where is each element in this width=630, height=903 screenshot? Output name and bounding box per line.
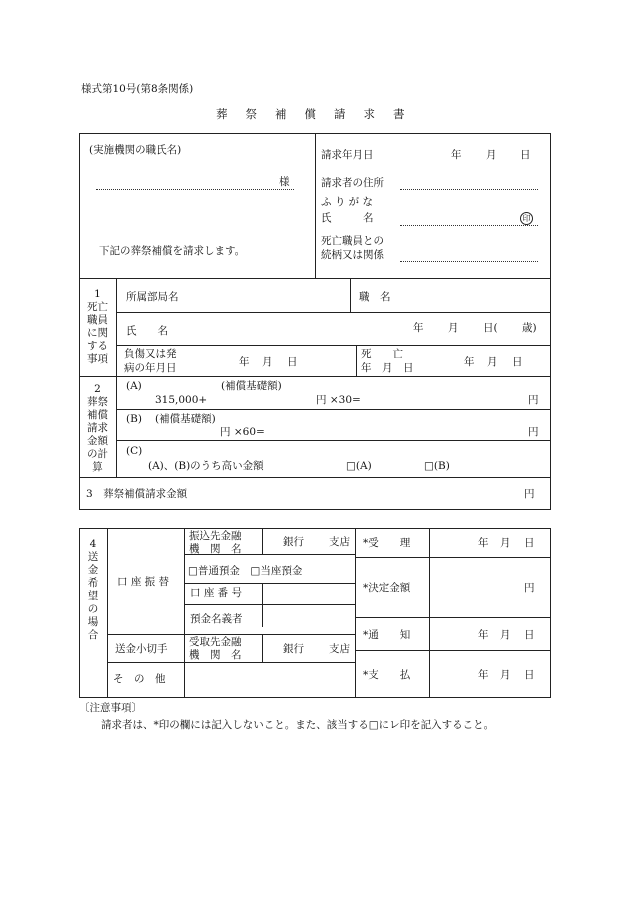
divider <box>116 440 551 441</box>
divider <box>262 634 263 662</box>
death-label-2: 年 月 日 <box>361 362 414 374</box>
sama-label: 様 <box>279 176 290 188</box>
decided-amount-label: *決定金額 <box>363 582 411 594</box>
relation-field[interactable] <box>400 261 538 262</box>
divider <box>116 312 551 313</box>
paid-label: *支 払 <box>363 669 411 681</box>
agency-name-field[interactable] <box>96 189 294 190</box>
section-4-label: 4 送 金 希 望 の 場 合 <box>87 538 99 641</box>
request-date-label: 請求年月日 <box>321 149 374 161</box>
calc-b-yen: 円 <box>528 426 539 438</box>
deceased-name-label: 氏 名 <box>126 325 168 337</box>
branch-unit: 支店 <box>329 536 350 548</box>
option-a-checkbox[interactable]: □(A) <box>346 460 372 472</box>
received-month: 月 <box>500 537 511 549</box>
calc-c-label: (C) <box>126 445 143 457</box>
calc-a-yen: 円 <box>528 394 539 406</box>
divider <box>355 617 551 618</box>
calc-a-amount: 315,000+ <box>155 394 208 406</box>
relation-label-2: 続柄又は関係 <box>321 249 384 261</box>
age-label: 歳) <box>522 322 537 334</box>
account-type-checkboxes[interactable]: □普通預金 □当座預金 <box>188 565 303 577</box>
injury-day: 日 <box>287 356 298 368</box>
injury-month: 月 <box>262 356 273 368</box>
injury-year: 年 <box>239 356 250 368</box>
requester-name-field[interactable] <box>400 225 538 226</box>
decided-yen: 円 <box>524 582 535 594</box>
bank-label-2: 機 関 名 <box>189 543 242 555</box>
divider <box>355 528 356 698</box>
request-text: 下記の葬祭補償を請求します。 <box>99 245 246 257</box>
injury-label-2: 病の年月日 <box>124 362 177 374</box>
calc-c-text: (A)、(B)のうち高い金額 <box>148 460 264 472</box>
year-label: 年 <box>451 149 462 161</box>
divider <box>315 133 316 278</box>
death-day: 日 <box>512 356 523 368</box>
paid-day: 日 <box>524 669 535 681</box>
received-label: *受 理 <box>363 537 411 549</box>
divider <box>262 583 263 627</box>
divider <box>116 278 117 477</box>
dept-label: 所属部局名 <box>126 291 179 303</box>
notified-day: 日 <box>524 629 535 641</box>
divider <box>184 583 355 584</box>
divider <box>429 528 430 698</box>
option-b-checkbox[interactable]: □(B) <box>424 460 450 472</box>
job-label: 職 名 <box>359 291 391 303</box>
divider <box>79 477 551 478</box>
furigana-label: ふ り が な <box>321 196 374 208</box>
death-year: 年 <box>464 356 475 368</box>
injury-label-1: 負傷又は発 <box>124 348 177 360</box>
recv-branch-unit: 支店 <box>329 643 350 655</box>
section-1-label: 1 死亡 職員 に関 する 事項 <box>87 288 108 365</box>
divider <box>116 345 551 346</box>
recv-bank-unit: 銀行 <box>283 643 304 655</box>
notified-year: 年 <box>478 629 489 641</box>
death-month: 月 <box>487 356 498 368</box>
calc-b-label: (B) <box>126 413 142 425</box>
notified-label: *通 知 <box>363 629 411 641</box>
divider <box>107 662 355 663</box>
calc-a-base-label: (補償基礎額) <box>221 380 282 392</box>
page-title: 葬祭補償請求書 <box>216 107 423 121</box>
address-field[interactable] <box>400 189 538 190</box>
seal-mark: 印 <box>520 212 533 225</box>
divider <box>107 634 355 635</box>
transfer-label: 口 座 振 替 <box>117 576 170 588</box>
recv-bank-label-2: 機 関 名 <box>189 649 242 661</box>
divider <box>350 278 351 312</box>
address-label: 請求者の住所 <box>321 177 384 189</box>
section-2-label: 2 葬祭 補償 請求 金額 の計 算 <box>87 383 108 473</box>
calc-b-base-label: (補償基礎額) <box>155 413 216 425</box>
bank-label-1: 振込先金融 <box>189 530 242 542</box>
paid-month: 月 <box>500 669 511 681</box>
birth-year: 年 <box>413 322 424 334</box>
divider <box>356 345 357 376</box>
form-number: 様式第10号(第8条関係) <box>81 83 194 95</box>
account-holder-label: 預金名義者 <box>190 613 243 625</box>
notified-month: 月 <box>500 629 511 641</box>
divider <box>79 376 551 377</box>
birth-day: 日( <box>483 322 498 334</box>
requester-name-label: 氏 名 <box>321 212 374 224</box>
relation-label-1: 死亡職員との <box>321 235 384 247</box>
death-label-1: 死 亡 <box>361 348 403 360</box>
notes-heading: 〔注意事項〕 <box>79 702 142 714</box>
divider <box>262 528 263 554</box>
divider <box>355 557 551 558</box>
day-label: 日 <box>520 149 531 161</box>
bank-unit: 銀行 <box>283 536 304 548</box>
birth-month: 月 <box>448 322 459 334</box>
other-label: そ の 他 <box>113 673 166 685</box>
paid-year: 年 <box>478 669 489 681</box>
received-day: 日 <box>524 537 535 549</box>
account-number-label: 口 座 番 号 <box>190 587 243 599</box>
notes-text: 請求者は、*印の欄には記入しないこと。また、該当する□にレ印を記入すること。 <box>101 719 495 731</box>
divider <box>116 409 551 410</box>
divider <box>79 278 551 279</box>
recv-bank-label-1: 受取先金融 <box>189 636 242 648</box>
section-3-label: 3 葬祭補償請求金額 <box>86 488 188 500</box>
calc-a-formula: 円 ×30= <box>316 394 361 406</box>
check-label: 送金小切手 <box>115 643 168 655</box>
received-year: 年 <box>478 537 489 549</box>
divider <box>355 650 551 651</box>
calc-b-formula: 円 ×60= <box>220 426 265 438</box>
total-yen: 円 <box>524 488 535 500</box>
agency-label: (実施機関の職氏名) <box>89 144 182 156</box>
month-label: 月 <box>486 149 497 161</box>
calc-a-label: (A) <box>126 380 142 392</box>
divider <box>107 528 108 698</box>
divider <box>184 604 355 605</box>
